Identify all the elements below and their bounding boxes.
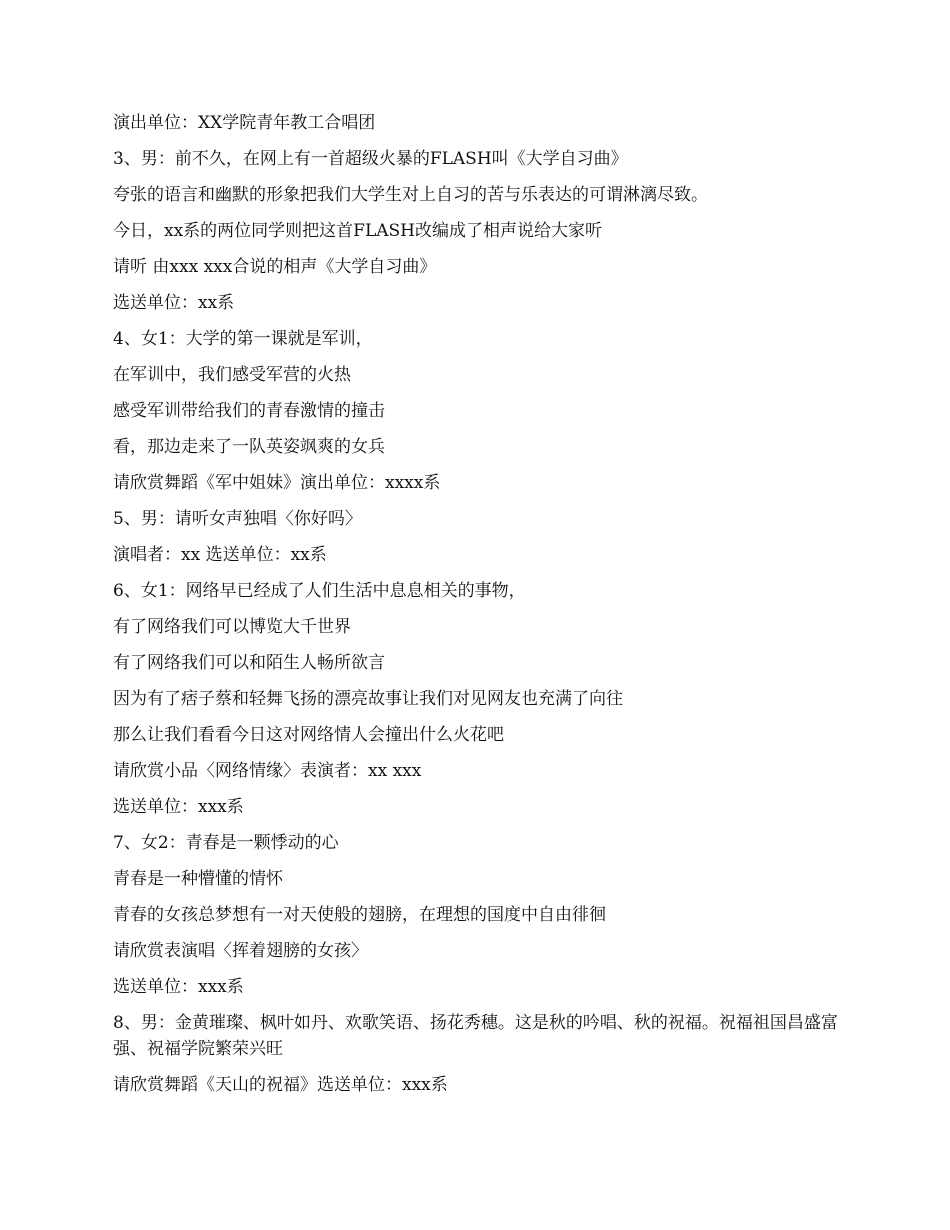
text-line: 5、男：请听女声独唱〈你好吗〉 — [113, 509, 362, 529]
text-line: 请欣赏小品〈网络情缘〉表演者：xx xxx — [113, 761, 422, 781]
text-line: 在军训中，我们感受军营的火热 — [113, 365, 351, 385]
text-line: 因为有了痞子蔡和轻舞飞扬的漂亮故事让我们对见网友也充满了向往 — [113, 689, 623, 709]
text-line: 选送单位：xx系 — [113, 293, 235, 313]
text-line: 3、男：前不久，在网上有一首超级火暴的FLASH叫《大学自习曲》 — [113, 149, 628, 169]
text-line: 选送单位：xxx系 — [113, 977, 244, 997]
text-line: 今日，xx系的两位同学则把这首FLASH改编成了相声说给大家听 — [113, 221, 603, 241]
text-line: 感受军训带给我们的青春激情的撞击 — [113, 401, 385, 421]
text-line: 8、男：金黄璀璨、枫叶如丹、欢歌笑语、扬花秀穗。这是秋的吟唱、秋的祝福。祝福祖国昌盛富强、祝福学院繁荣兴旺 — [113, 1013, 838, 1059]
text-line: 请欣赏舞蹈《天山的祝福》选送单位：xxx系 — [113, 1075, 448, 1095]
text-line: 请欣赏舞蹈《军中姐妹》演出单位：xxxx系 — [113, 473, 441, 493]
text-line: 演出单位：XX学院青年教工合唱团 — [113, 113, 376, 133]
text-line: 那么让我们看看今日这对网络情人会撞出什么火花吧 — [113, 725, 504, 745]
text-line: 夸张的语言和幽默的形象把我们大学生对上自习的苦与乐表达的可谓淋漓尽致。 — [113, 185, 708, 205]
text-line: 7、女2：青春是一颗悸动的心 — [113, 833, 339, 853]
document-body — [113, 110, 838, 1108]
text-line: 演唱者：xx 选送单位：xx系 — [113, 545, 327, 565]
text-line: 青春的女孩总梦想有一对天使般的翅膀，在理想的国度中自由徘徊 — [113, 905, 606, 925]
text-line: 请听 由xxx xxx合说的相声《大学自习曲》 — [113, 257, 437, 277]
text-line: 6、女1：网络早已经成了人们生活中息息相关的事物， — [113, 581, 526, 601]
text-line: 4、女1：大学的第一课就是军训， — [113, 329, 373, 349]
text-line: 请欣赏表演唱〈挥着翅膀的女孩〉 — [113, 941, 368, 961]
text-line: 有了网络我们可以博览大千世界 — [113, 617, 351, 637]
text-line: 有了网络我们可以和陌生人畅所欲言 — [113, 653, 385, 673]
text-line: 看，那边走来了一队英姿飒爽的女兵 — [113, 437, 385, 457]
text-line: 青春是一种懵懂的情怀 — [113, 869, 283, 889]
text-line: 选送单位：xxx系 — [113, 797, 244, 817]
